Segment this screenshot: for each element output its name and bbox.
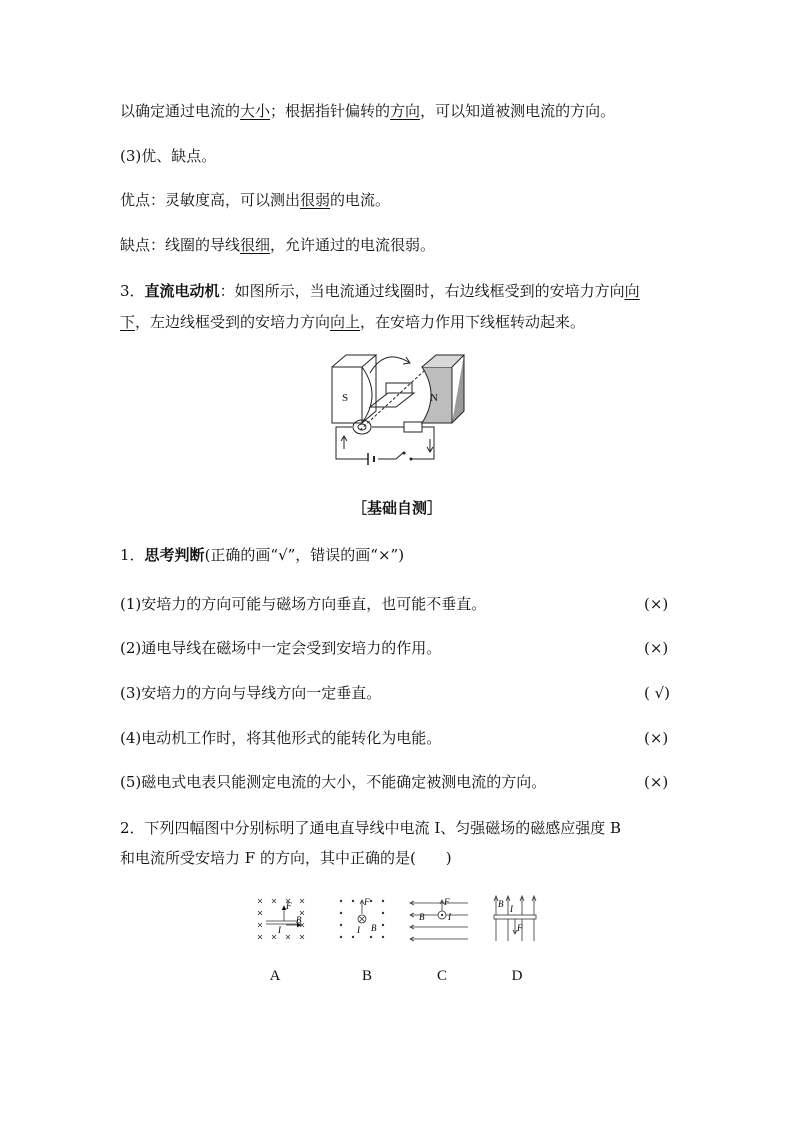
- text-line-1: 以确定通过电流的大小；根据指针偏转的方向，可以知道被测电流的方向。: [120, 102, 616, 120]
- judge-answer-5: (×): [644, 773, 669, 791]
- question-1-title: 1．思考判断(正确的画“√”，错误的画“×”): [120, 546, 405, 564]
- svg-text:F: F: [517, 923, 523, 933]
- svg-text:B: B: [498, 899, 504, 909]
- text-line-3: 优点：灵敏度高，可以测出很弱的电流。: [120, 191, 391, 209]
- judge-answer-2: (×): [644, 639, 669, 657]
- option-label-a: A: [269, 968, 281, 984]
- text-line-4: 缺点：线圈的导线很细，允许通过的电流很弱。: [120, 236, 436, 254]
- magnet-s-label: S: [342, 392, 349, 404]
- svg-text:I: I: [448, 912, 451, 922]
- judge-answer-4: (×): [644, 729, 669, 747]
- svg-text:F: F: [444, 897, 450, 907]
- magnet-n-label: N: [430, 392, 438, 404]
- judge-answer-3: ( √): [644, 684, 671, 702]
- judge-item-1: (1)安培力的方向可能与磁场方向垂直，也可能不垂直。: [120, 595, 487, 613]
- svg-text:B: B: [371, 923, 377, 933]
- svg-text:B: B: [419, 912, 425, 922]
- judge-item-3: (3)安培力的方向与导线方向一定垂直。: [120, 684, 382, 702]
- option-label-d: D: [511, 968, 523, 984]
- section-heading: ［基础自测］: [351, 499, 442, 517]
- judge-item-2: (2)通电导线在磁场中一定会受到安培力的作用。: [120, 639, 442, 657]
- text-line-5: 3．直流电动机：如图所示，当电流通过线圈时，右边线框受到的安培力方向向: [120, 282, 640, 300]
- question-2-line-1: 2．下列四幅图中分别标明了通电直导线中电流 I、匀强磁场的磁感应强度 B: [120, 819, 622, 837]
- text-line-2: (3)优、缺点。: [120, 147, 217, 165]
- judge-item-4: (4)电动机工作时，将其他形式的能转化为电能。: [120, 729, 442, 747]
- text-line-6: 下，左边线框受到的安培力方向向上，在安培力作用下线框转动起来。: [120, 313, 586, 331]
- svg-text:I: I: [510, 904, 513, 914]
- judge-answer-1: (×): [644, 595, 669, 613]
- svg-text:F: F: [286, 901, 292, 911]
- judge-item-5: (5)磁电式电表只能测定电流的大小，不能确定被测电流的方向。: [120, 773, 547, 791]
- dc-motor-diagram: [330, 345, 466, 465]
- svg-text:F: F: [364, 897, 370, 907]
- svg-text:B: B: [296, 915, 302, 925]
- option-label-b: B: [361, 968, 372, 984]
- figure-b: [337, 895, 387, 943]
- figure-a: [256, 895, 314, 943]
- question-2-line-2: 和电流所受安培力 F 的方向，其中正确的是( ): [120, 849, 452, 867]
- svg-text:I: I: [357, 925, 360, 935]
- figure-d: [490, 893, 542, 943]
- option-label-c: C: [436, 968, 447, 984]
- figure-c: [408, 895, 470, 943]
- svg-text:I: I: [278, 925, 281, 935]
